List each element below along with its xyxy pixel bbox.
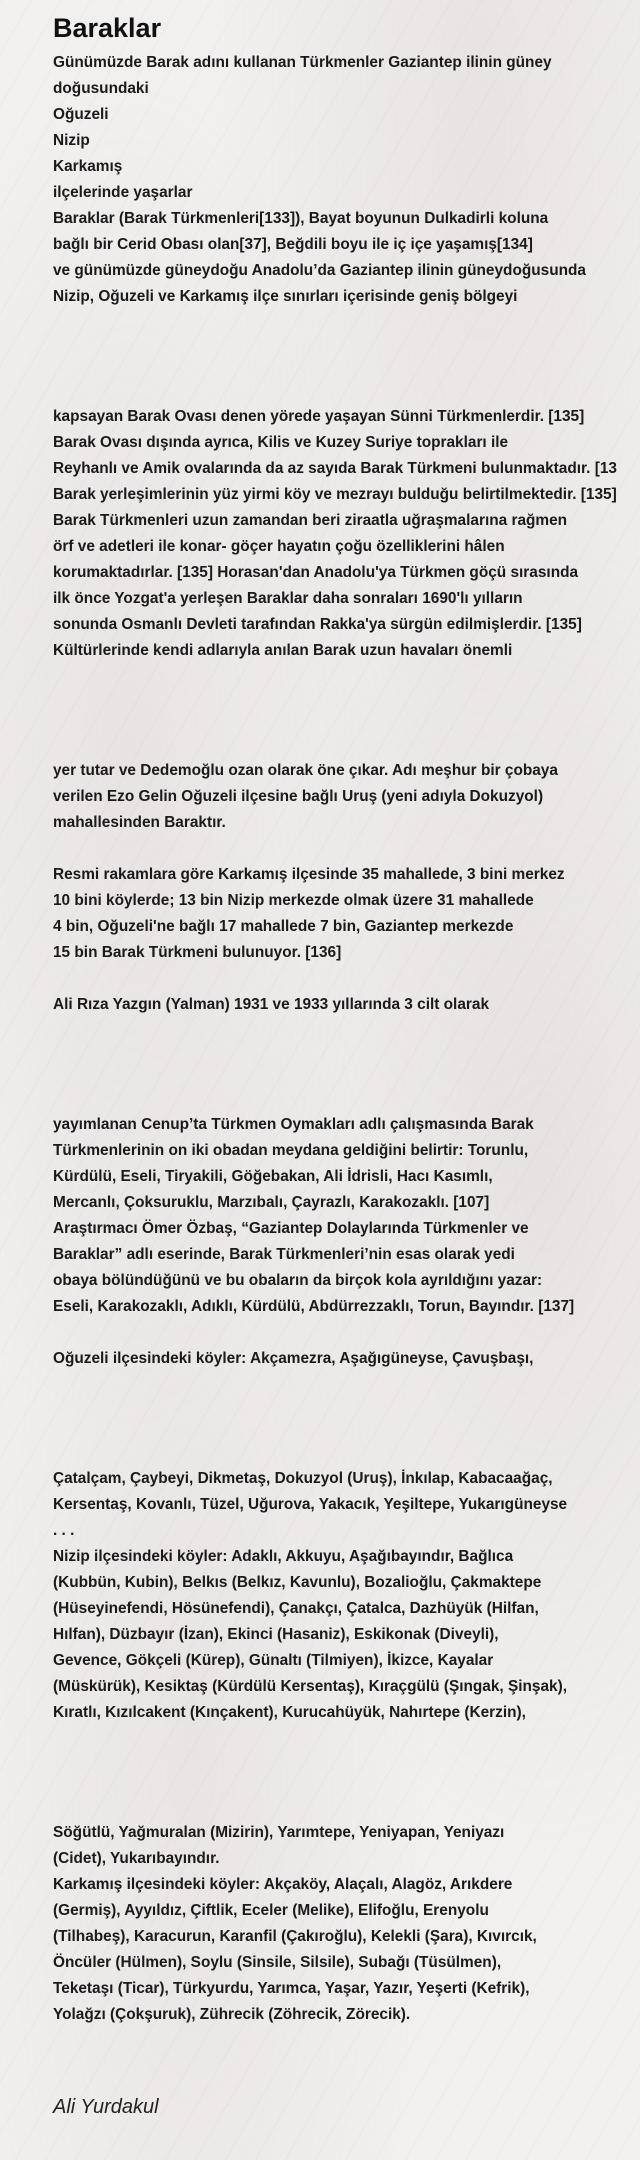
text-line: 4 bin, Oğuzeli'ne bağlı 17 mahallede 7 bin, Gaziantep merkezde [53,918,514,935]
paragraph-spacer [53,836,640,862]
text-line: Barak Ovası dışında ayrıca, Kilis ve Kuzey Suriye toprakları ile [53,434,509,451]
text-line: 10 bini köylerde; 13 bin Nizip merkezde olmak üzere 31 mahallede [53,892,534,909]
text-line: Türkmenlerinin on iki obadan meydana geldiğini belirtir: Torunlu, [53,1142,529,1159]
text-line: 15 bin Barak Türkmeni bulunuyor. [136] [53,944,342,961]
text-line: Kıratlı, Kızılcakent (Kınçakent), Kurucahüyük, Nahırtepe (Kerzin), [53,1704,526,1721]
text-line: Araştırmacı Ömer Özbaş, “Gaziantep Dolaylarında Türkmenler ve [53,1220,529,1237]
text-line: Söğütlü, Yağmuralan (Mizirin), Yarımtepe, Yeniyapan, Yeniyazı [53,1824,505,1841]
section-spacer [53,1018,640,1112]
text-line: Resmi rakamlara göre Karkamış ilçesinde 35 mahallede, 3 bini merkez [53,866,565,883]
text-line: (Hüseyinefendi, Hösünefendi), Çanakçı, Çatalca, Dazhüyük (Hilfan, [53,1600,539,1617]
text-line: Kersentaş, Kovanlı, Tüzel, Uğurova, Yakacık, Yeşiltepe, Yukarıgüneyse [53,1496,568,1513]
text-line: Karkamış [53,158,123,175]
text-line: Kültürlerinde kendi adlarıyla anılan Barak uzun havaları önemli [53,642,513,659]
poem-page [53,10,640,2028]
text-line: Gevence, Gökçeli (Kürep), Günaltı (Tilmiyen), İkizce, Kayalar [53,1652,494,1669]
author-signature: Ali Yurdakul [53,2096,159,2118]
text-line: Baraklar” adlı eserinde, Barak Türkmenleri’nin esas olarak yedi [53,1246,515,1263]
text-line: (Germiş), Ayyıldız, Çiftlik, Eceler (Melike), Elifoğlu, Erenyolu [53,1902,489,1919]
section-spacer [53,1726,640,1820]
text-line: örf ve adetleri ile konar- göçer hayatın çoğu özelliklerini hâlen [53,538,505,555]
text-line: Yolağzı (Çokşuruk), Zührecik (Zöhrecik, Zörecik). [53,2006,411,2023]
text-line: Baraklar (Barak Türkmenleri[133]), Bayat boyunun Dulkadirli koluna [53,210,549,227]
text-section-3a [53,758,640,836]
text-line: yer tutar ve Dedemoğlu ozan olarak öne çıkar. Adı meşhur bir çobaya [53,762,558,779]
text-line: . . . [53,1522,75,1539]
text-section-2 [53,404,640,664]
text-section-6 [53,1820,640,2028]
text-line: Nizip, Oğuzeli ve Karkamış ilçe sınırları içerisinde geniş bölgeyi [53,288,518,305]
paragraph-spacer [53,966,640,992]
page-title: Baraklar [53,13,162,43]
text-line: Oğuzeli ilçesindeki köyler: Akçamezra, Aşağıgüneyse, Çavuşbaşı, [53,1350,534,1367]
text-section-3b [53,862,640,966]
text-line: Oğuzeli [53,106,109,123]
text-line: Teketaşı (Ticar), Türkyurdu, Yarımca, Yaşar, Yazır, Yeşerti (Kefrik), [53,1980,530,1997]
text-line: bağlı bir Cerid Obası olan[37], Beğdili boyu ile iç içe yaşamış[134] [53,236,533,253]
section-spacer [53,664,640,758]
text-line: Öncüler (Hülmen), Soylu (Sinsile, Silsile), Subağı (Tüsülmen), [53,1954,502,1971]
text-line: Barak yerleşimlerinin yüz yirmi köy ve mezrayı bulduğu belirtilmektedir. [135] [53,486,617,503]
text-section-5 [53,1466,640,1726]
text-line: sonunda Osmanlı Devleti tarafından Rakka'ya sürgün edilmişlerdir. [135] [53,616,582,633]
text-line: obaya bölündüğünü ve bu obaların da birçok kola ayrıldığını yazar: [53,1272,543,1289]
text-section-3c [53,992,640,1018]
text-line: Kürdülü, Eseli, Tiryakili, Göğebakan, Ali İdrisli, Hacı Kasımlı, [53,1168,493,1185]
text-line: Çatalçam, Çaybeyi, Dikmetaş, Dokuzyol (Uruş), İnkılap, Kabacaağaç, [53,1470,553,1487]
text-line: doğusundaki [53,80,149,97]
text-line: Barak Türkmenleri uzun zamandan beri ziraatla uğraşmalarına rağmen [53,512,568,529]
section-spacer [53,1372,640,1466]
text-line: yayımlanan Cenup’ta Türkmen Oymakları adlı çalışmasında Barak [53,1116,534,1133]
text-line: Nizip [53,132,90,149]
text-line: Eseli, Karakozaklı, Adıklı, Kürdülü, Abdürrezzaklı, Torun, Bayındır. [137] [53,1298,575,1315]
text-line: Nizip ilçesindeki köyler: Adaklı, Akkuyu, Aşağıbayındır, Bağlıca [53,1548,514,1565]
text-line: ilçelerinde yaşarlar [53,184,193,201]
text-line: kapsayan Barak Ovası denen yörede yaşayan Sünni Türkmenlerdir. [135] [53,408,585,425]
text-line: Ali Rıza Yazgın (Yalman) 1931 ve 1933 yıllarında 3 cilt olarak [53,996,490,1013]
text-section-1 [53,50,640,310]
text-line: Reyhanlı ve Amik ovalarında da az sayıda Barak Türkmeni bulunmaktadır. [13 [53,460,617,477]
text-section-4b [53,1346,640,1372]
section-spacer [53,310,640,404]
text-section-4a [53,1112,640,1320]
text-line: (Tilhabeş), Karacurun, Karanfil (Çakıroğlu), Kelekli (Şara), Kıvırcık, [53,1928,537,1945]
text-line: Karkamış ilçesindeki köyler: Akçaköy, Alaçalı, Alagöz, Arıkdere [53,1876,513,1893]
paragraph-spacer [53,1320,640,1346]
text-line: mahallesinden Baraktır. [53,814,226,831]
text-line: Günümüzde Barak adını kullanan Türkmenler Gaziantep ilinin güney [53,54,552,71]
text-line: ilk önce Yozgat'a yerleşen Baraklar daha sonraları 1690'lı yılların [53,590,523,607]
text-line: korumaktadırlar. [135] Horasan'dan Anadolu'ya Türkmen göçü sırasında [53,564,579,581]
text-line: (Cidet), Yukarıbayındır. [53,1850,220,1867]
text-line: (Kubbün, Kubin), Belkıs (Belkız, Kavunlu), Bozalioğlu, Çakmaktepe [53,1574,542,1591]
text-line: Mercanlı, Çoksuruklu, Marzıbalı, Çayrazlı, Karakozaklı. [107] [53,1194,490,1211]
text-line: ve günümüzde güneydoğu Anadolu’da Gaziantep ilinin güneydoğusunda [53,262,586,279]
text-line: verilen Ezo Gelin Oğuzeli ilçesine bağlı Uruş (yeni adıyla Dokuzyol) [53,788,544,805]
text-line: (Müskürük), Kesiktaş (Kürdülü Kersentaş), Kıraçgülü (Şıngak, Şinşak), [53,1678,567,1695]
text-line: Hılfan), Düzbayır (İzan), Ekinci (Hasaniz), Eskikonak (Diveyli), [53,1626,499,1643]
